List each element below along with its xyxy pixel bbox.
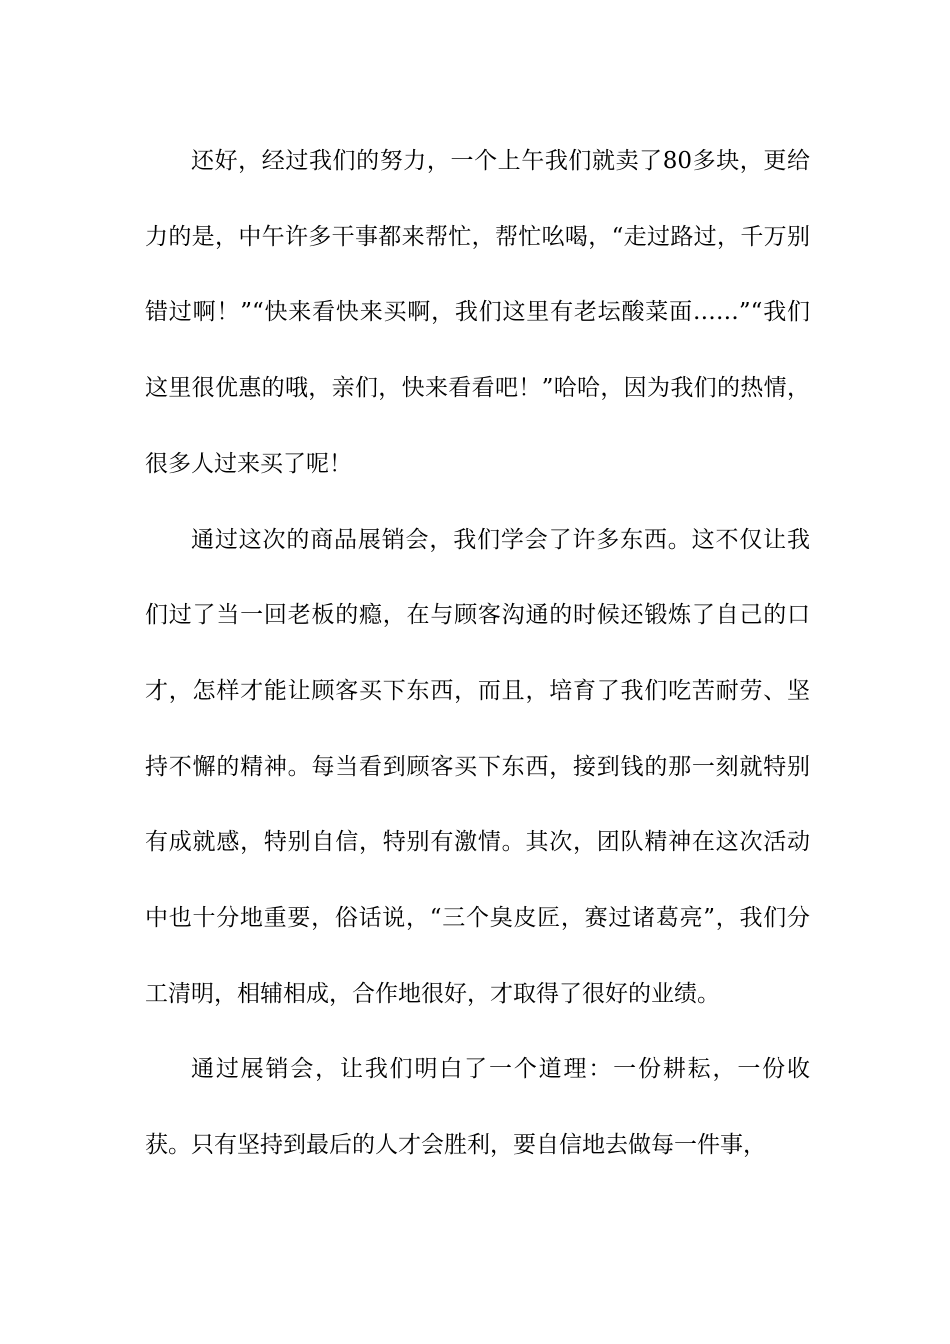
paragraph: 通过展销会，让我们明白了一个道理：一份耕耘，一份收获。只有坚持到最后的人才会胜利，要自信地去做每一件事， [145, 1056, 810, 1159]
document-body [145, 124, 810, 1184]
paragraph: 还好，经过我们的努力，一个上午我们就卖了80多块，更给力的是，中午许多干事都来帮忙，帮忙吆喝，“走过路过，千万别错过啊！”“快来看快来买啊，我们这里有老坛酸菜面……”“我们这里很优惠的哦，亲们，快来看看吧！”哈哈，因为我们的热情，很多人过来买了呢！ [145, 148, 810, 477]
paragraph: 通过这次的商品展销会，我们学会了许多东西。这不仅让我们过了当一回老板的瘾，在与顾客沟通的时候还锻炼了自己的口才，怎样才能让顾客买下东西，而且，培育了我们吃苦耐劳、坚持不懈的精神。每当看到顾客买下东西，接到钱的那一刻就特别有成就感，特别自信，特别有激情。其次，团队精神在这次活动中也十分地重要，俗话说，“三个臭皮匠，赛过诸葛亮”，我们分工清明，相辅相成，合作地很好，才取得了很好的业绩。 [145, 526, 810, 1007]
